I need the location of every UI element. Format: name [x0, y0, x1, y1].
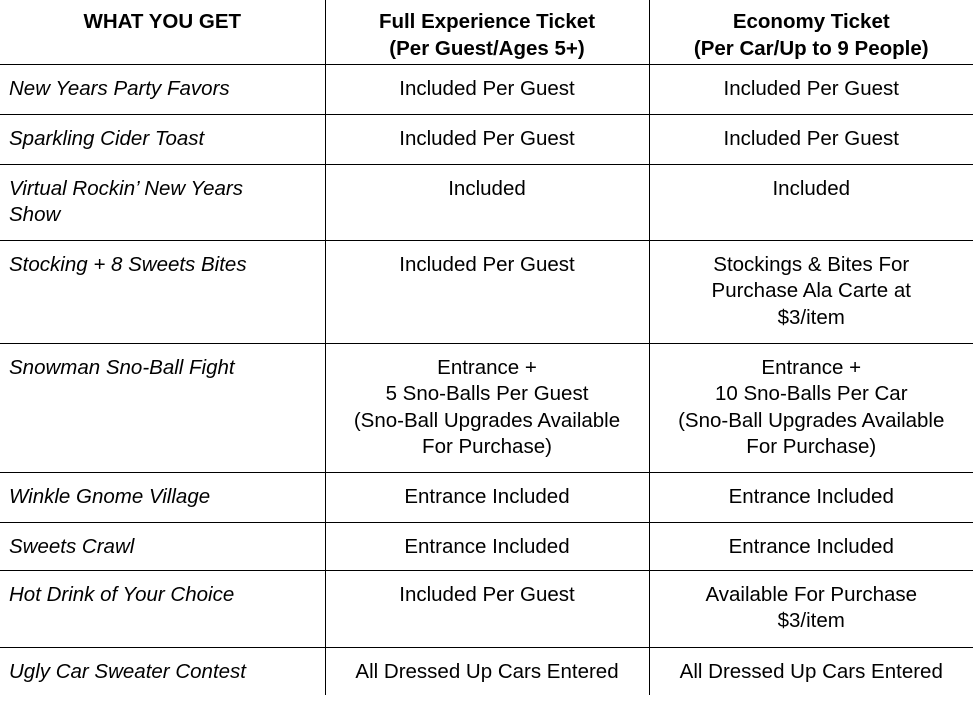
cell-line: All Dressed Up Cars Entered [679, 659, 943, 683]
table-row [0, 64, 973, 114]
cell-line: Entrance Included [404, 534, 570, 558]
header-row [0, 0, 973, 64]
cell-line: $3/item [777, 305, 845, 329]
feature-cell [0, 240, 325, 343]
cell-line: (Sno-Ball Upgrades Available [678, 408, 945, 432]
cell-line: Included [772, 176, 850, 200]
cell-line: (Sno-Ball Upgrades Available [353, 408, 621, 432]
economy-ticket-cell [649, 64, 973, 114]
cell-line: For Purchase) [422, 435, 552, 458]
full-ticket-cell [325, 343, 649, 472]
header-line: (Per Guest/Ages 5+) [389, 36, 585, 60]
cell-line: Included Per Guest [399, 76, 575, 100]
header-line: Economy Ticket [732, 10, 890, 33]
economy-ticket-cell [649, 114, 973, 164]
table-row [0, 570, 973, 647]
cell-line: Included Per Guest [399, 582, 575, 606]
cell-line: $3/item [777, 609, 845, 632]
feature-cell [0, 647, 325, 695]
header-economy-ticket [649, 0, 973, 64]
cell-line: Available For Purchase [705, 582, 918, 606]
feature-cell [0, 472, 325, 522]
economy-ticket-cell [649, 522, 973, 570]
full-ticket-cell [325, 240, 649, 343]
cell-line: Ugly Car Sweater Contest [9, 659, 246, 683]
full-ticket-cell [325, 522, 649, 570]
cell-line: Stockings & Bites For [713, 252, 910, 276]
feature-cell [0, 64, 325, 114]
cell-line: Virtual Rockin’ New Years [9, 176, 243, 200]
cell-line: Entrance + [761, 355, 862, 379]
cell-line: Included Per Guest [723, 76, 899, 100]
feature-cell [0, 570, 325, 647]
cell-line: Snowman Sno-Ball Fight [9, 355, 235, 379]
cell-line: Stocking + 8 Sweets Bites [9, 252, 247, 276]
header-line: WHAT YOU GET [83, 10, 242, 33]
header-line: (Per Car/Up to 9 People) [693, 36, 929, 60]
cell-line: Winkle Gnome Village [9, 484, 211, 508]
cell-line: Hot Drink of Your Choice [9, 582, 235, 606]
cell-line: Included Per Guest [723, 126, 899, 150]
feature-cell [0, 522, 325, 570]
cell-line: Purchase Ala Carte at [711, 279, 911, 302]
table-row [0, 114, 973, 164]
header-line: Full Experience Ticket [378, 10, 596, 33]
cell-line: Show [9, 203, 61, 226]
full-ticket-cell [325, 164, 649, 240]
full-ticket-cell [325, 570, 649, 647]
cell-line: Included Per Guest [399, 252, 575, 276]
table-row [0, 343, 973, 472]
cell-line: All Dressed Up Cars Entered [355, 659, 619, 683]
full-ticket-cell [325, 647, 649, 695]
cell-line: Entrance Included [404, 484, 570, 508]
feature-cell [0, 164, 325, 240]
header-what-you-get [0, 0, 325, 64]
economy-ticket-cell [649, 343, 973, 472]
economy-ticket-cell [649, 570, 973, 647]
economy-ticket-cell [649, 472, 973, 522]
cell-line: Entrance Included [728, 484, 894, 508]
full-ticket-cell [325, 472, 649, 522]
cell-line: Included [448, 176, 526, 200]
table-row [0, 472, 973, 522]
feature-cell [0, 114, 325, 164]
table-row [0, 164, 973, 240]
cell-line: For Purchase) [746, 435, 877, 458]
full-ticket-cell [325, 64, 649, 114]
cell-line: 10 Sno-Balls Per Car [714, 382, 908, 405]
table-row [0, 240, 973, 343]
cell-line: Included Per Guest [399, 126, 575, 150]
cell-line: Sparkling Cider Toast [9, 126, 205, 150]
economy-ticket-cell [649, 240, 973, 343]
full-ticket-cell [325, 114, 649, 164]
economy-ticket-cell [649, 647, 973, 695]
cell-line: Entrance Included [728, 534, 894, 558]
economy-ticket-cell [649, 164, 973, 240]
header-full-experience-ticket [325, 0, 649, 64]
cell-line: Entrance + [437, 355, 537, 379]
table-row [0, 522, 973, 570]
feature-cell [0, 343, 325, 472]
cell-line: 5 Sno-Balls Per Guest [385, 382, 589, 405]
table-row [0, 647, 973, 695]
cell-line: Sweets Crawl [9, 534, 135, 558]
cell-line: New Years Party Favors [9, 76, 230, 100]
